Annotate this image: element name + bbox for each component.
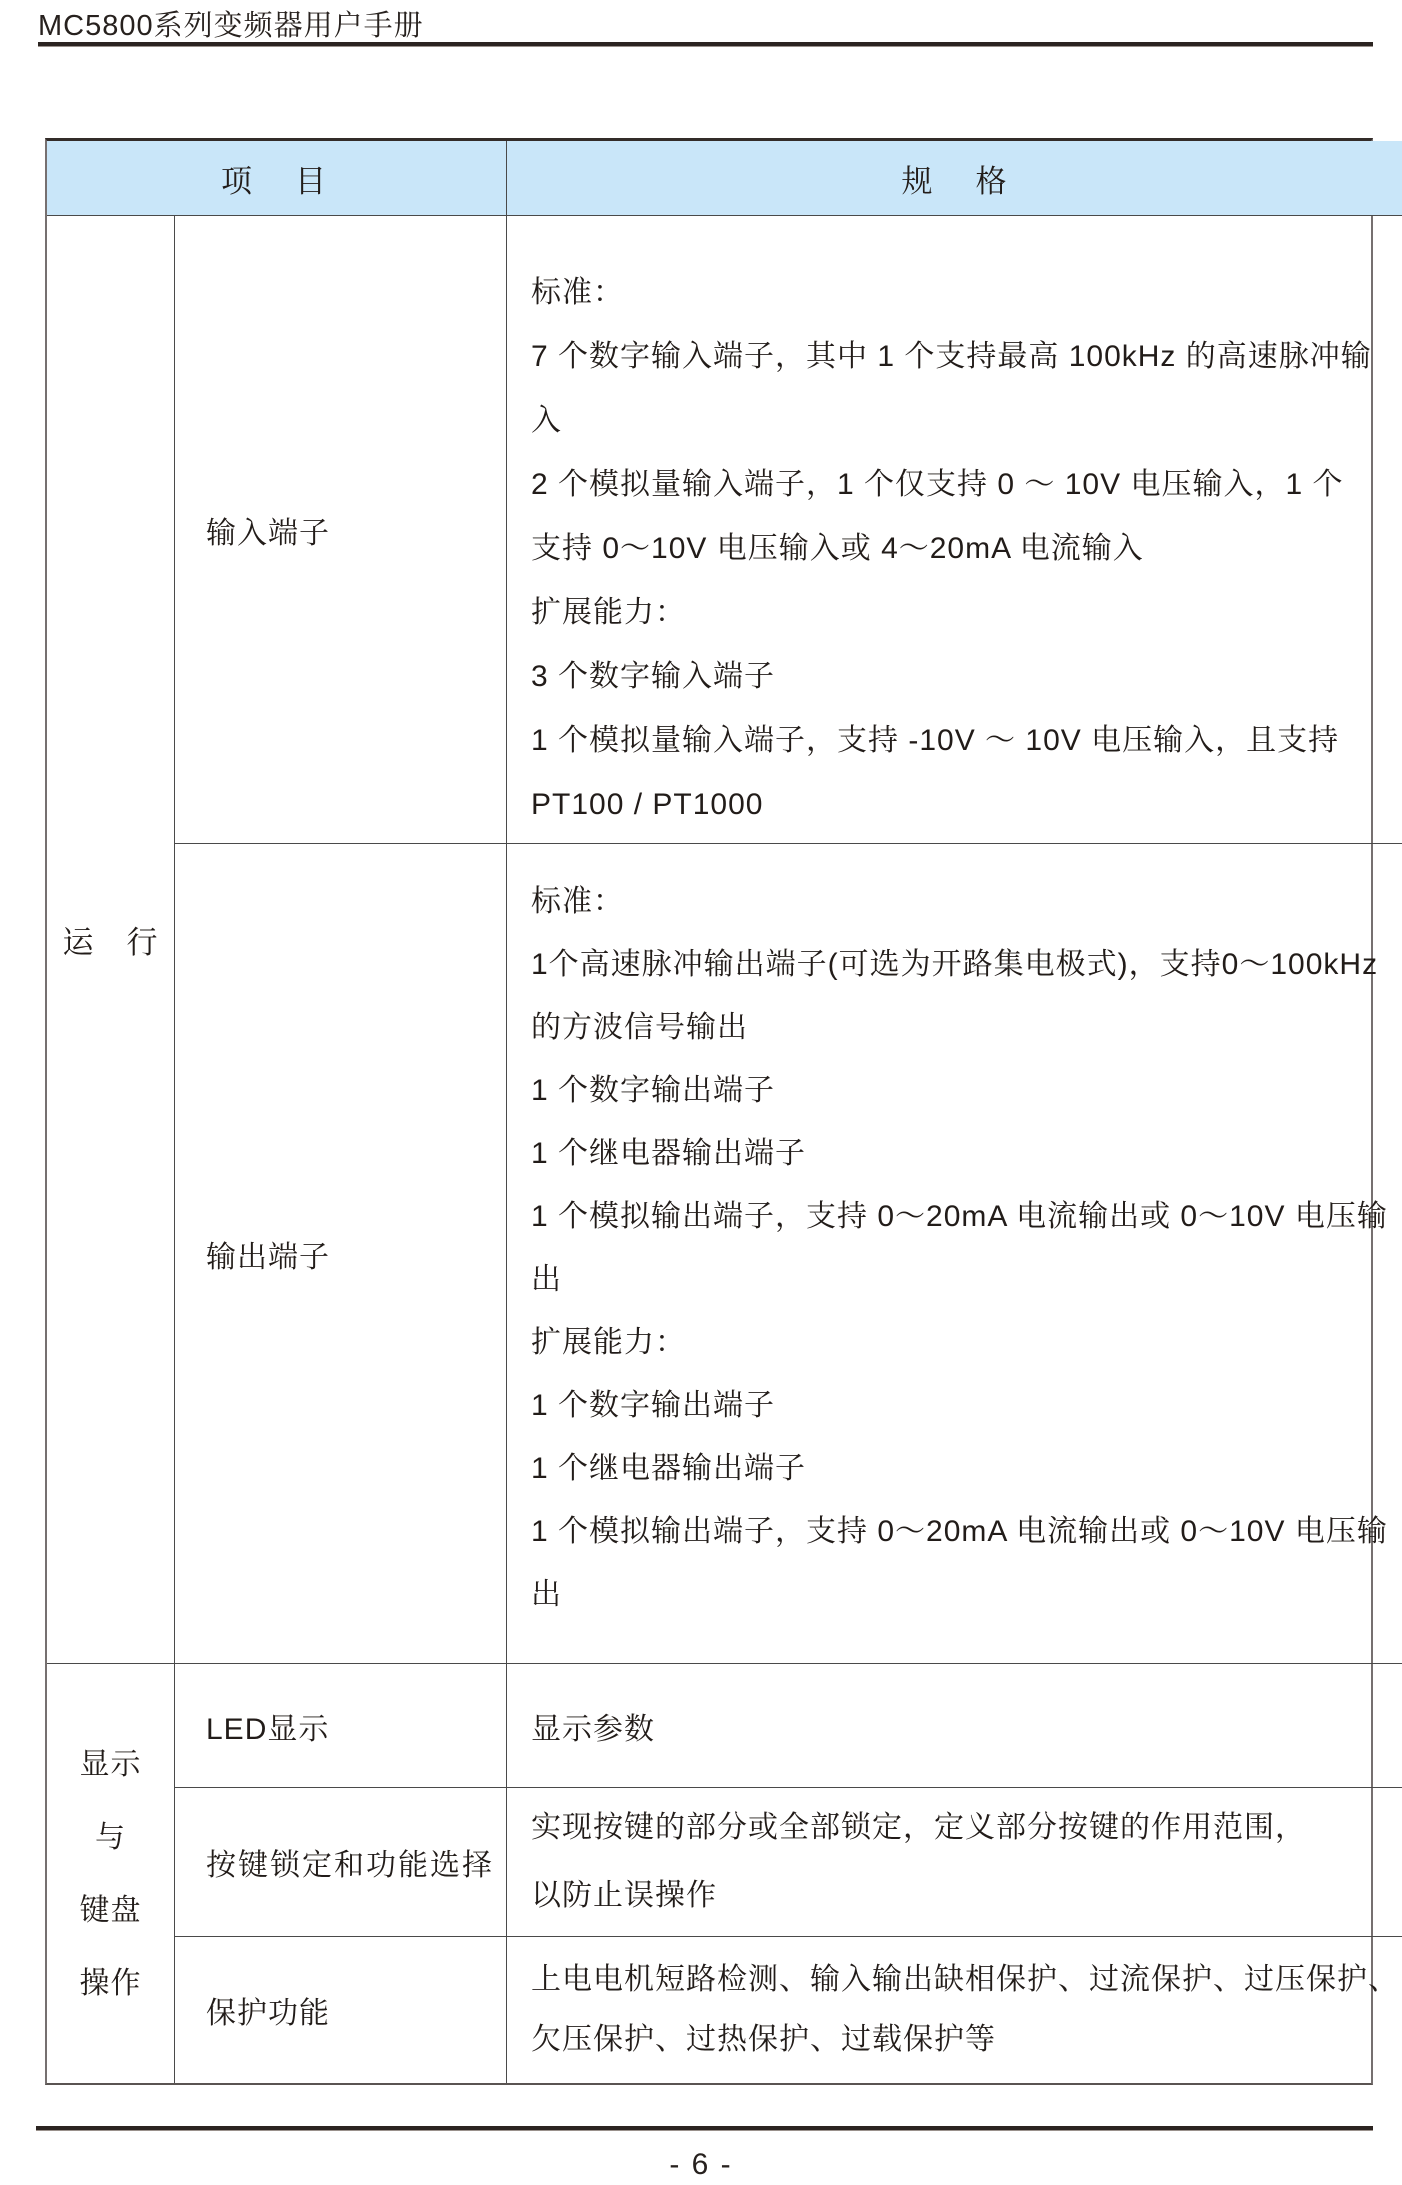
row-group-label-run: 运 行	[47, 216, 175, 1664]
page-number: - 6 -	[669, 2148, 733, 2181]
row-label-key-lock: 按键锁定和功能选择	[175, 1788, 507, 1937]
spec-input-terminals: 标准： 7 个数字输入端子，其中 1 个支持最高 100kHz 的高速脉冲输 入 2 个模拟量输入端子，1 个仅支持 0 ～ 10V 电压输入，1 个 支持 0～10V 电压输入或 4～20mA 电流输入 扩展能力： 3 个数字输入端子 1 个模拟量输入端子，支持 -10V ～ 10V 电压输入，且支持 PT100 / PT1000	[507, 216, 1402, 844]
row-group-label-display-keyboard: 显示 与 键盘 操作	[47, 1664, 175, 2083]
row-label-led-display: LED显示	[175, 1664, 507, 1788]
document-title: MC5800系列变频器用户手册	[38, 10, 424, 42]
spec-key-lock: 实现按键的部分或全部锁定，定义部分按键的作用范围， 以防止误操作	[507, 1788, 1402, 1937]
spec-table	[45, 138, 1399, 2085]
row-label-input-terminals: 输入端子	[175, 216, 507, 844]
table-header-item: 项 目	[47, 141, 507, 216]
spec-protection: 上电电机短路检测、输入输出缺相保护、过流保护、过压保护、 欠压保护、过热保护、过载保护等	[531, 1963, 1399, 2056]
title-divider-rule	[38, 42, 1373, 47]
row-label-output-terminals: 输出端子	[175, 844, 507, 1664]
spec-led-display: 显示参数	[507, 1664, 1402, 1788]
table-header-spec: 规 格	[507, 141, 1402, 216]
footer-divider-rule	[36, 2126, 1373, 2131]
spec-output-terminals: 标准： 1个高速脉冲输出端子(可选为开路集电极式)，支持0～100kHz 的方波信号输出 1 个数字输出端子 1 个继电器输出端子 1 个模拟输出端子，支持 0～20mA 电流输出或 0～10V 电压输 出 扩展能力： 1 个数字输出端子 1 个继电器输出端子 1 个模拟输出端子，支持 0～20mA 电流输出或 0～10V 电压输 出	[507, 844, 1402, 1664]
row-label-protection: 保护功能	[175, 1937, 507, 2083]
